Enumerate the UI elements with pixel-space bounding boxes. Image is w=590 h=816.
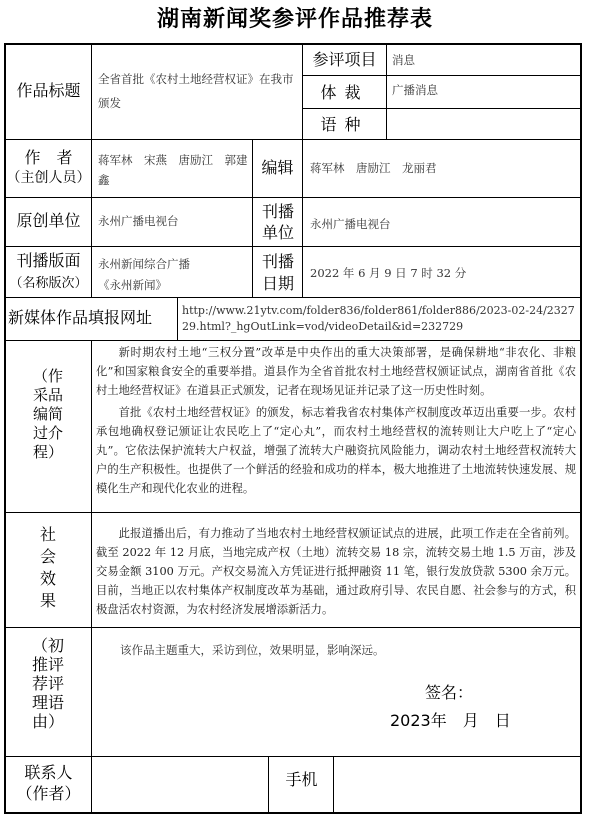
original-unit-label: 原创单位 [16,211,81,230]
review-label: （初推评荐评理语由） [31,636,64,731]
effect-label: 社会效果 [39,525,56,610]
contact-label: 联系人（作者） [16,763,81,803]
publish-page-value-2: 《永州新闻》 [98,278,167,292]
entry-item-label: 参评项目 [312,50,377,69]
entry-item-value: 消息 [392,53,415,67]
language-label: 语种 [320,115,369,134]
genre-label: 体裁 [320,83,369,102]
process-label-box [6,345,91,507]
review-value: 该作品主题重大，采访到位，效果明显，影响深远。 [120,643,385,657]
author-label: 作 者 [24,148,73,167]
phone-label: 手机 [285,770,318,789]
publish-page-label: 刊播版面 [16,251,81,270]
original-unit-value: 永州广播电视台 [98,214,179,228]
new-media-url-link[interactable]: http://www.21ytv.com/folder836/folder861/folder886/2023-02-24/232729.html?_hgOutLink=vod/videoDetail&id=232729 [182,304,575,333]
publish-page-value-1: 永州新闻综合广播 [98,257,190,271]
sign-date: 2023年 月 日 [390,711,511,730]
page-title: 湖南新闻奖参评作品推荐表 [156,7,433,32]
authors-value: 蒋军林 宋燕 唐励江 郭建鑫 [98,153,248,187]
effect-paragraph: 此报道播出后，有力推动了当地农村土地经营权颁证试点的进展，此项工作走在全省前列。截至 2022 年 12 月底，当地完成产权（土地）流转交易 18 宗，流转交易土地 1.5 万亩，涉及交易金额 3100 万元。产权交易流入方凭证进行抵押融资 11 笔，银行发放贷款 5300 余万元。目前，当地正以农村集体产权制度改革为基础，通过政府引导、农民自愿、社会参与的方式，积极盘活农村资源，为农村经济发展增添新活力。 [96,527,576,616]
editor-label: 编辑 [261,158,294,177]
process-paragraph-2: 首批《农村土地经营权证》的颁发，标志着我省农村集体产权制度改革迈出重要一步。农村承包地确权登记颁证让农民吃上了“定心丸”，而农村土地经营权的流转则让大户吃上了“定心丸”。它依法保护流转大户权益，增强了流转大户融资抗风险能力，调动农村土地经营权流转大户的生产积极性。也提供了一个鲜活的经验和成功的样本，极大地推进了土地流转快速发展、规模化生产和现代化农业的进程。 [96,406,576,495]
work-title-value: 全省首批《农村土地经营权证》在我市颁发 [98,72,294,110]
publish-date-value: 2022 年 6 月 9 日 7 时 32 分 [310,266,467,280]
author-sublabel: （主创人员） [6,170,91,186]
new-media-url-label: 新媒体作品填报网址 [8,308,153,327]
signature-label: 签名： [425,683,474,702]
publish-page-sublabel: （名称版次） [9,276,88,291]
publish-unit-label: 刊播单位 [261,202,294,242]
work-title-label: 作品标题 [16,81,81,100]
process-paragraph-1: 新时期农村土地“三权分置”改革是中央作出的重大决策部署，是确保耕地“非农化、非粮化”和国家粮食安全的重要举措。道县作为全省首批农村土地经营权颁证试点，湖南省首批《农村土地经营权证》在道县正式颁发，记者在现场见证并记录了这一历史性时刻。 [96,346,576,397]
publish-date-label: 刊播日期 [261,252,294,293]
publish-unit-value: 永州广播电视台 [310,217,391,231]
genre-value: 广播消息 [392,83,438,97]
process-label: （作采品编简过介程） [32,367,63,461]
editor-value: 蒋军林 唐励江 龙丽君 [310,161,437,175]
process-text [96,343,576,498]
effect-text-box [96,524,576,619]
